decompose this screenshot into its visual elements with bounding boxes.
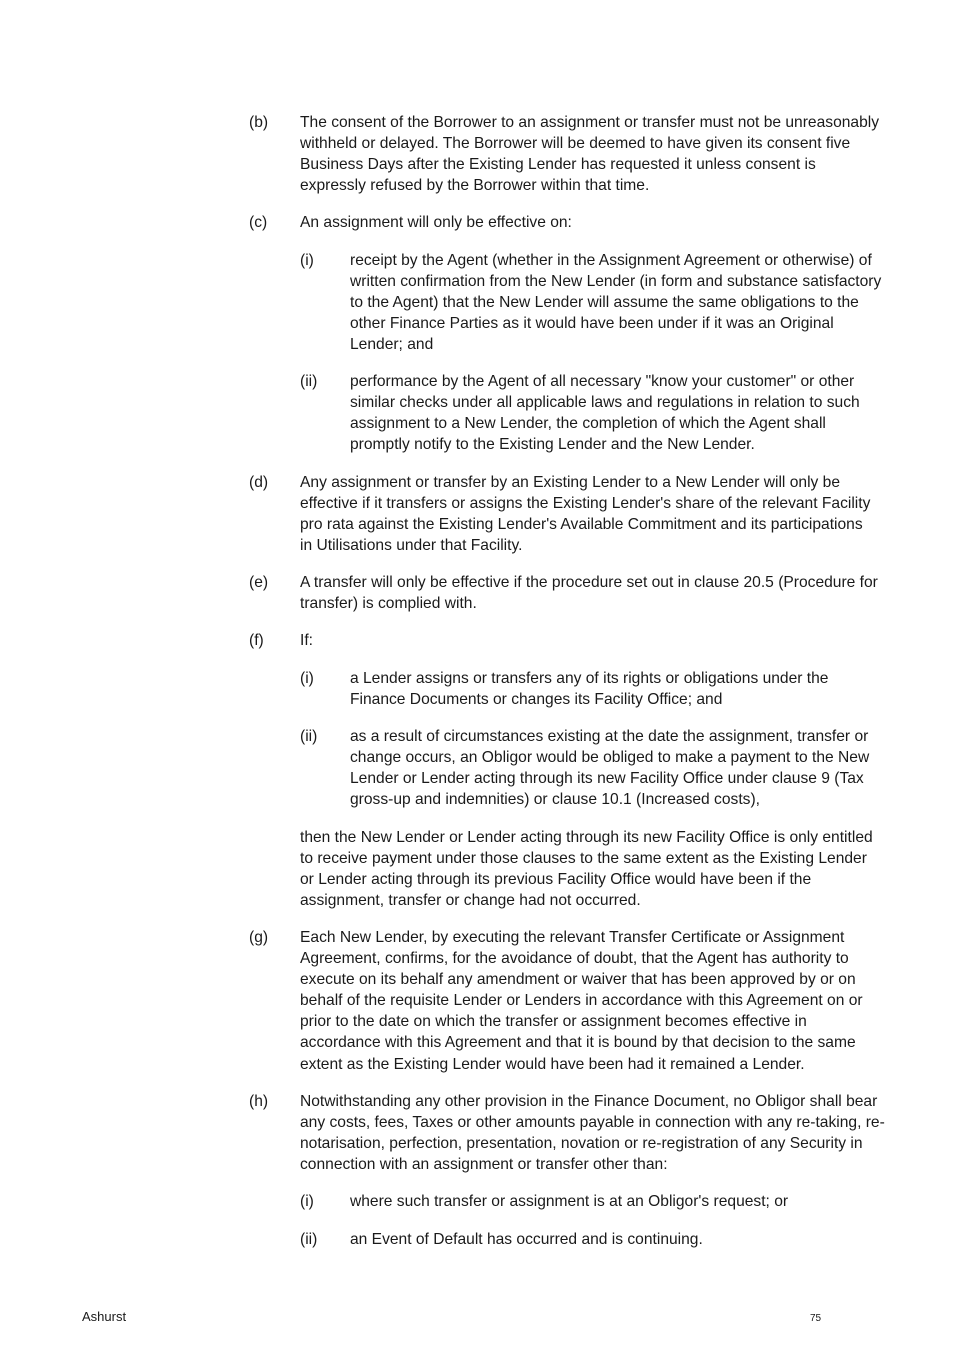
clause-h-ii-label: (ii)	[300, 1231, 318, 1248]
clause-f-label: (f)	[249, 632, 264, 649]
clause-f-ii-text: as a result of circumstances existing at the date the assignment, transfer or change occurs, an Obligor would be obliged to make a payment to the New Lender or Lender acting through its new Facility Office under clause 9 (Tax gross-up and indemnities) or clause 10.1 (Increased costs),	[350, 728, 870, 809]
clause-h-i-label: (i)	[300, 1193, 314, 1210]
footer-page-number: 75	[810, 1313, 822, 1324]
clause-e-label: (e)	[249, 574, 269, 591]
clause-f-ii-label: (ii)	[300, 728, 318, 745]
clause-c-i-label: (i)	[300, 252, 314, 269]
clause-b-label: (b)	[249, 114, 269, 131]
clause-g-text: Each New Lender, by executing the relevant Transfer Certificate or Assignment Agreement, confirms, for the avoidance of doubt, that the Agent has authority to execute on its behalf any amendment or waiver that has been approved by or on behalf of the requisite Lender or Lenders in accordance with this Agreement on or prior to the date on which the transfer or assignment becomes effective in accordance with this Agreement and that it is bound by that decision to the same extent as the Existing Lender would have been had it remained a Lender.	[300, 929, 863, 1073]
clause-e-text: A transfer will only be effective if the procedure set out in clause 20.5 (Procedure for transfer) is complied with.	[300, 574, 878, 613]
clause-h-label: (h)	[249, 1093, 269, 1110]
clause-b-text: The consent of the Borrower to an assignment or transfer must not be unreasonably withheld or delayed. The Borrower will be deemed to have given its consent five Business Days after the Existing Lender has requested it unless consent is expressly refused by the Borrower within that time.	[300, 114, 880, 195]
clause-f-i-label: (i)	[300, 670, 314, 687]
clause-f-i-text: a Lender assigns or transfers any of its rights or obligations under the Finance Documents or changes its Facility Office; and	[350, 670, 829, 709]
clause-c-ii-text: performance by the Agent of all necessary "know your customer" or other similar checks under all applicable laws and regulations in relation to such assignment to a New Lender, the completion of which the Agent shall promptly notify to the Existing Lender and the New Lender.	[350, 373, 860, 454]
clause-c-ii-label: (ii)	[300, 373, 318, 390]
footer-firm-name: Ashurst	[82, 1309, 127, 1324]
clause-h-text: Notwithstanding any other provision in the Finance Document, no Obligor shall bear any costs, fees, Taxes or other amounts payable in connection with any re-taking, re-notarisation, perfection, presentation, novation or re-registration of any Security in connection with an assignment or transfer other than:	[300, 1093, 885, 1174]
clause-g-label: (g)	[249, 929, 269, 946]
clause-d-text: Any assignment or transfer by an Existing Lender to a New Lender will only be effective if it transfers or assigns the Existing Lender's share of the relevant Facility pro rata against the Existing Lender's Available Commitment and its participations in Utilisations under that Facility.	[300, 474, 871, 555]
clause-c-text: An assignment will only be effective on:	[300, 214, 572, 231]
clause-f-then-text: then the New Lender or Lender acting through its new Facility Office is only entitled to receive payment under those clauses to the same extent as the Existing Lender or Lender acting through its previous Facility Office would have been if the assignment, transfer or change had not occurred.	[300, 829, 873, 910]
clause-f-text: If:	[300, 632, 313, 649]
clause-c-i-text: receipt by the Agent (whether in the Assignment Agreement or otherwise) of written confirmation from the New Lender (in form and substance satisfactory to the Agent) that the New Lender will assume the same obligations to the other Finance Parties as it would have been under if it was an Original Lender; and	[350, 252, 882, 354]
clause-d-label: (d)	[249, 474, 269, 491]
clause-c-label: (c)	[249, 214, 268, 231]
clause-h-i-text: where such transfer or assignment is at an Obligor's request; or	[350, 1193, 789, 1210]
clause-h-ii-text: an Event of Default has occurred and is continuing.	[350, 1231, 703, 1248]
